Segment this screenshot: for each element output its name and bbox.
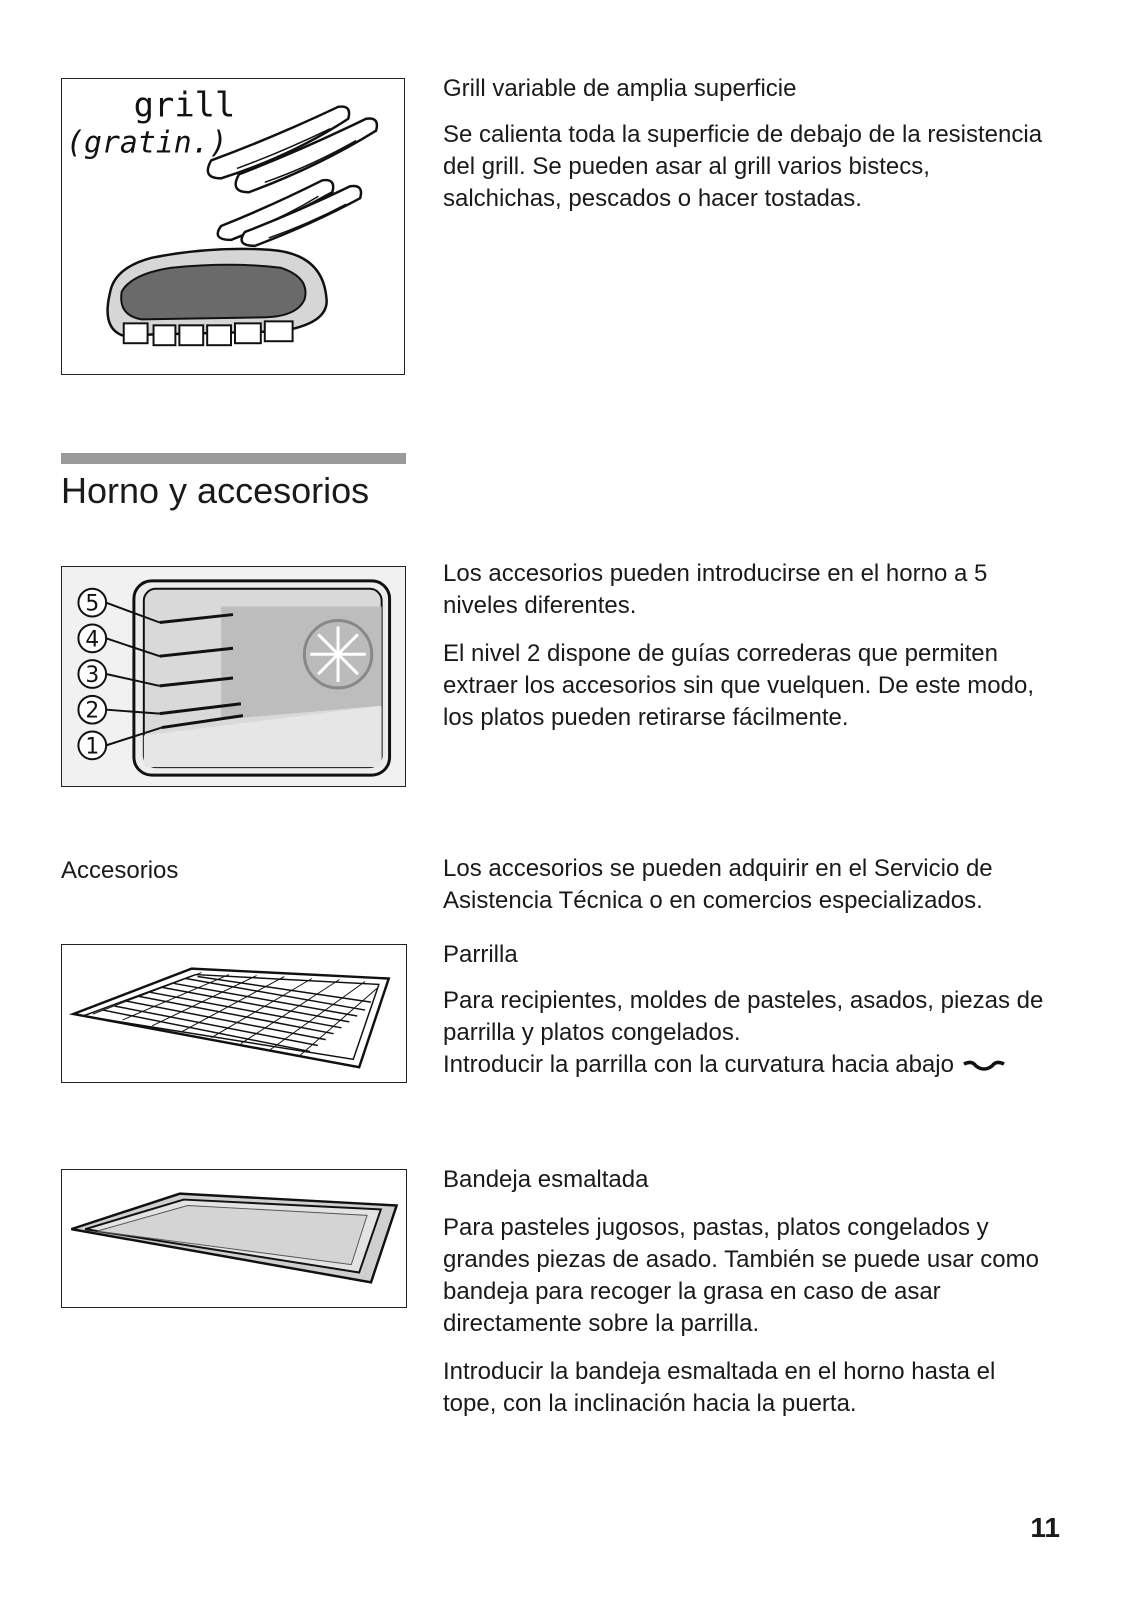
- level-5: 5: [85, 591, 100, 617]
- section-divider: [61, 453, 406, 464]
- tray-figure: [61, 1169, 407, 1308]
- level-3: 3: [85, 662, 100, 688]
- grill-heading: Grill variable de amplia superficie: [443, 75, 797, 102]
- accessories-label: Accesorios: [61, 857, 179, 884]
- rack-instruction-line: [443, 1049, 1083, 1081]
- level-4: 4: [85, 627, 100, 653]
- grill-body: Se calienta toda la superficie de debajo de la resistencia del grill. Se pueden asar al grill varios bistecs, salchichas, pescados o hacer tostadas.: [443, 121, 1043, 212]
- grill-label-bottom: (gratin.): [66, 125, 228, 161]
- section-title: Horno y accesorios: [61, 470, 370, 511]
- enamel-tray-icon: [62, 1170, 406, 1307]
- rack-figure: [61, 944, 407, 1083]
- tray-heading: Bandeja esmaltada: [443, 1166, 649, 1193]
- oven-levels-para1: Los accesorios pueden introducirse en el horno a 5 niveles diferentes.: [443, 560, 988, 619]
- level-2: 2: [85, 698, 100, 724]
- grill-sausages-steak-icon: [62, 79, 404, 374]
- grill-figure: [61, 78, 405, 375]
- rack-instruction: Introducir la parrilla con la curvatura hacia abajo: [443, 1051, 954, 1078]
- wire-rack-icon: [62, 945, 406, 1082]
- page-number: 11: [1030, 1512, 1060, 1543]
- oven-levels-figure: [61, 566, 406, 787]
- rack-body: Para recipientes, moldes de pasteles, asados, piezas de parrilla y platos congelados.: [443, 987, 1044, 1046]
- tray-instruction: Introducir la bandeja esmaltada en el horno hasta el tope, con la inclinación hacia la puerta.: [443, 1358, 996, 1417]
- rack-heading: Parrilla: [443, 941, 518, 968]
- level-1: 1: [85, 734, 100, 760]
- oven-levels-para2: El nivel 2 dispone de guías correderas que permiten extraer los accesorios sin que vuelquen. De este modo, los platos pueden retirarse fácilmente.: [443, 640, 1034, 731]
- accessories-intro: Los accesorios se pueden adquirir en el Servicio de Asistencia Técnica o en comercios especializados.: [443, 855, 993, 914]
- oven-interior-levels-icon: [62, 567, 405, 786]
- curve-down-icon: [962, 1058, 1006, 1074]
- tray-body: Para pasteles jugosos, pastas, platos congelados y grandes piezas de asado. También se puede usar como bandeja para recoger la grasa en caso de asar directamente sobre la parrilla.: [443, 1214, 1039, 1337]
- grill-label-top: grill: [133, 85, 236, 125]
